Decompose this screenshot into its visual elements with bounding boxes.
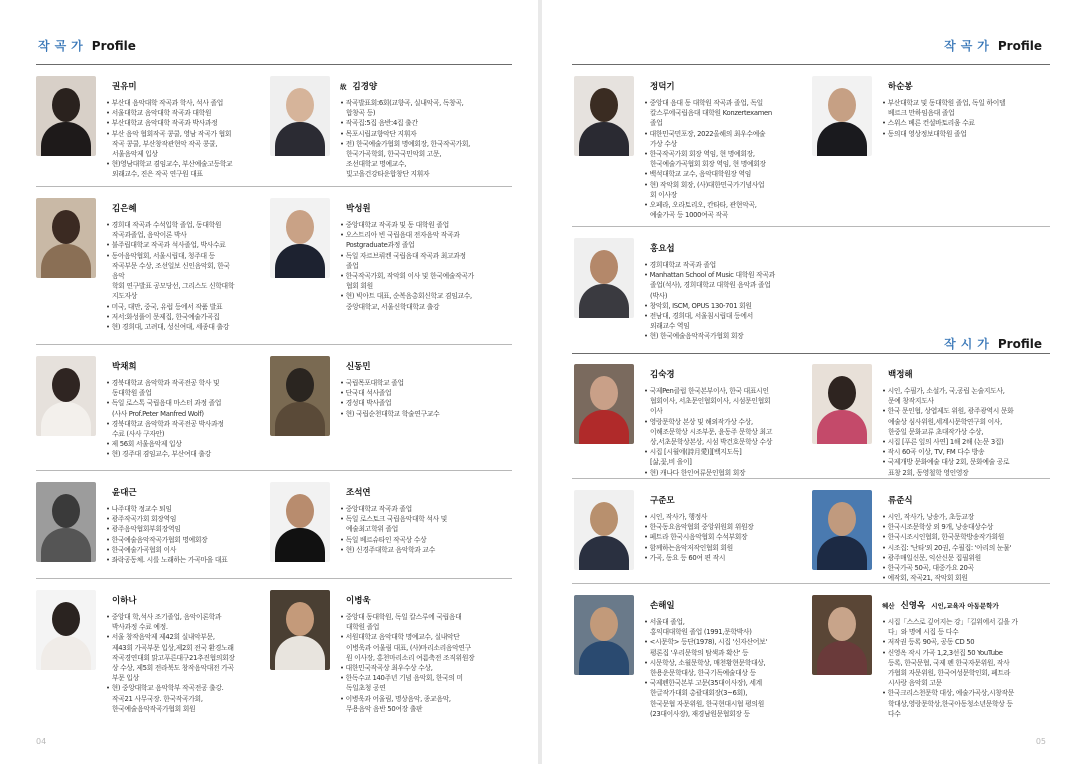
profile-photo bbox=[270, 482, 330, 562]
profile-bio: • 중앙대 학,석사 조기졸업, 음악이론학과 박사과정 수료 예정. • 서울 창작음악제 제42회 실내악부문, 제43회 가곡부문 입상,제2회 전국 환경노래 작곡경연대회 맑고푸른대구21추진협의회장 상 수상, 제5회 전라북도 창작음악대전 가곡 부문 입상 • 현) 중앙대학교 음악학부 작곡전공 출강. 작곡21 사무국장. 한국작곡가회, 한국예술음악작곡가협회 회원 bbox=[106, 613, 235, 713]
profile-info bbox=[882, 364, 1050, 478]
section-header-lyricists bbox=[944, 335, 1042, 352]
right-page bbox=[542, 0, 1080, 764]
profile-info bbox=[644, 595, 812, 719]
profile-name: 류준식 bbox=[888, 496, 913, 506]
profile-info bbox=[340, 482, 508, 555]
section-header-composers-left bbox=[38, 37, 136, 54]
profile-photo bbox=[36, 482, 96, 562]
row-divider bbox=[36, 470, 512, 471]
profile-info bbox=[106, 482, 274, 565]
profile-name: 혜산 신영옥 시인,교육자 아동문학가 bbox=[882, 601, 999, 611]
profile-bio: • 시인, 작사가, 행정사 • 한국동요음악협회 중앙위원회 위원장 • 페트라 한국시음악협회 수석부회장 • 함께하는음악저작인협회 회원 • 가곡, 동요 등 60여 편 작시 bbox=[644, 513, 754, 562]
header-divider bbox=[572, 64, 1050, 65]
profile-info bbox=[644, 238, 812, 342]
page-number: 05 bbox=[1035, 737, 1046, 746]
profile-name: 박채희 bbox=[112, 362, 137, 372]
profile-info bbox=[882, 76, 1050, 139]
profile-info bbox=[340, 590, 508, 714]
profile-name: 이하나 bbox=[112, 596, 137, 606]
row-divider bbox=[572, 478, 1050, 479]
profile-info bbox=[106, 590, 274, 714]
profile-info bbox=[340, 198, 508, 312]
profile-name: 손해일 bbox=[650, 601, 675, 611]
profile-photo bbox=[270, 198, 330, 278]
header-divider bbox=[36, 64, 512, 65]
profile-photo bbox=[270, 590, 330, 670]
profile-info bbox=[882, 490, 1050, 583]
profile-bio: • 부산대학교 및 동대학원 졸업, 독일 하이델 베르크 만하임음대 졸업 • 스위스 베른 컨설바토리움 수료 • 동의대 영상정보대학원 졸업 bbox=[882, 99, 1006, 138]
profile-name: 정덕기 bbox=[650, 82, 675, 92]
section-header-english: Profile bbox=[91, 39, 136, 53]
profile-photo bbox=[270, 76, 330, 156]
profile-bio: • 중앙대학교 작곡과 졸업 • 독일 로스토크 국립음악대학 석사 및 예술최고학위 졸업 • 독일 베르슈타인 작곡상 수상 • 현) 신경주대학교 음악학과 교수 bbox=[340, 505, 447, 554]
profile-photo bbox=[812, 490, 872, 570]
profile-name: 홍요섭 bbox=[650, 244, 675, 254]
profile-info bbox=[106, 76, 274, 180]
profile-photo bbox=[574, 490, 634, 570]
profile-name: 이병욱 bbox=[346, 596, 371, 606]
profile-info bbox=[644, 364, 812, 478]
profile-info bbox=[882, 595, 1050, 719]
profile-info bbox=[644, 490, 812, 563]
profile-bio: • 중앙대학교 작곡과 및 동 대학원 졸업 • 오스트리아 빈 국립음대 전자음악 작곡과 Postgraduate과정 졸업 • 독일 자르브뤼켄 국립음대 작곡과 최고과정 졸업 • 한국작곡가회, 작악회 이사 및 한국예술작곡가 협회 회원 • 현) 빅아트 대표, 순복음총회신학교 겸임교수, 중앙대학교, 서울신학대학교 출강 bbox=[340, 221, 474, 311]
profile-bio: • 경북대학교 음악학과 작곡전공 학사 및 동대학원 졸업 • 독일 로스톡 국립음대 마스터 과정 졸업 (사사 Prof.Peter Manfred Wolf) • 경북대학교 음악학과 작곡전공 박사과정 수료 (사사 구자안) • 제 56회 서울음악제 입상 • 현) 경주대 겸임교수, 부산여대 출강 bbox=[106, 379, 224, 459]
profile-bio: • 중앙대 동대학원, 독일 칼스루에 국립음대 대학원 졸업 • 서원대학교 음악대학 명예교수, 실내악단 이병욱과 어울림 대표, (사)마리소리음악연구 원 이사장, 홍천마리소리 여름축전 조직위원장 • 대한민국작곡상 최우수상 수상, • 한독수교 140주년 기념 음악회, 한국의 미 독일초청 공연 • 이병욱과 어울림, 명상음악, 종교음악, 무용음악 음반 50여장 출판 bbox=[340, 613, 475, 713]
profile-photo bbox=[36, 198, 96, 278]
profile-bio: • 경희대학교 작곡과 졸업 • Manhattan School of Music 대학원 작곡과 졸업(석사), 경희대학교 대학원 음악과 졸업 (박사) • 창악회, ISCM, OPUS 130-701 회원 • 전남대, 경희대, 서울침시립대 등에서 외래교수 역임 • 현) 한국예술음악작곡가협회 회장 bbox=[644, 261, 775, 341]
section-header-composers-right bbox=[944, 37, 1042, 54]
profile-name: 조석연 bbox=[346, 488, 371, 498]
section-header-korean: 작곡가 bbox=[944, 39, 994, 53]
row-divider bbox=[36, 344, 512, 345]
profile-bio: • 시인, 작사가, 낭송가, 초등교장 • 한국시조문학상 외 9개, 낭송대상수상 • 한국시조시인협회, 한국문학방송작가회원 • 시조집: '난타'외 20권, 수필집: '아리의 눈물' • 광주매일신문, 익산신문 집필위원 • 한국가곡 50곡, 대중가요 20곡 • 예작회, 작곡21, 작악회 회원 bbox=[882, 513, 1012, 583]
row-divider bbox=[572, 226, 1050, 227]
profile-bio: • 시집「스스로 깊어지는 강」「길위에서 길을 가 다」와 명예 시집 등 다수 • 저작권 등록 90곡, 공동 CD 50 • 신영옥 작시 가곡 1,2,3선집 50 YouTube 등록, 한국문협, 국제 펜 한국자문위원, 작사 가협회 자문위원, 한국여성문학인회, 페트라 시사랑 음악회 고문 • 한국크리스천문학 대상, 예술가곡상,시창작문 학대상,영랑문학상,한국아동청소년문학상 등 다수 bbox=[882, 618, 1018, 718]
profile-info bbox=[106, 356, 274, 460]
profile-name: 故 김경양 bbox=[340, 82, 378, 92]
profile-bio: • 서울대 졸업, 홍익대대학원 졸업 (1991,문학박사) • <시문학> 등단(1978), 시집 '신자산어보' 평론집 '우리문학의 탐색과 확산' 등 • 시문학상, 소월문학상, 매천황현문학대상, 한용운문학대상, 한국기독예술대상 등 • 국제펜한국본부 고문(35대이사장), 세계 한글작가대회 총괄대회장(3~6회), 한국문협 자문위원, 한국현대시협 평의원 (23대이사장), 재경남원문협회장 등 bbox=[644, 618, 767, 718]
profile-photo bbox=[574, 238, 634, 318]
profile-photo bbox=[812, 595, 872, 675]
profile-name: 김은혜 bbox=[112, 204, 137, 214]
profile-photo bbox=[270, 356, 330, 436]
profile-name: 박성원 bbox=[346, 204, 371, 214]
profile-bio: • 시인, 수필가, 소설가, 국,공립 논술지도사, 문예 창작지도사 • 한국 문인협, 상엽제도 위원, 광주광역시 문화 예술상 심사위원,세계시문학연구회 이사, 한중일 문화교류 초대작가상 수상, • 시집 [푸른 잎의 사연] 1해 2해 (논문 3집) • 작시 60곡 이상, TV, FM 다수 방송 • 국제개방 문화예술 대상 2회, 문화예술 공로 표창 2회, 동영철학 영인영장 bbox=[882, 387, 1014, 477]
header-divider bbox=[572, 353, 1050, 354]
profile-name: 백정해 bbox=[888, 370, 913, 380]
profile-bio: • 작곡발표회:6회(교향곡, 실내악곡, 독창곡, 합창곡 등) • 작곡집:5집 음반:4집 출간 • 목포시립교향악단 지휘자 • 전) 한국예술가협회 명예회장, 한국작곡가회, 한국가곡학회, 한국국민악회 고문, 조선대학교 명예교수, 빛고을건강타운합창단 지휘자 bbox=[340, 99, 471, 179]
profile-photo bbox=[574, 76, 634, 156]
profile-bio: • 국립목포대학교 졸업 • 단국대 석사졸업 • 경성대 박사졸업 • 현) 국립순천대학교 학술연구교수 bbox=[340, 379, 440, 418]
profile-info bbox=[340, 356, 508, 419]
profile-photo bbox=[812, 364, 872, 444]
left-page bbox=[0, 0, 538, 764]
profile-bio: • 경희대 작곡과 수석입학 졸업, 동대학원 작곡과졸업, 음악이론 박사 • 불주립대학교 작곡과 석사졸업, 박사수료 • 동아음악협회, 서울시립대, 청주대 등 작곡부문 수상, 조선일보 신인음악회, 한국 음악 학회 연구발표 공모당선, 그리스도 신학대학 지도자상 • 미국, 대만, 중국, 유럽 등에서 작품 발표 • 저서:화성풀이 문제집, 한국예술가곡집 • 현) 경희대, 고려대, 성신여대, 세종대 출강 bbox=[106, 221, 235, 332]
profile-info bbox=[340, 76, 508, 180]
profile-bio: • 부산대 음악대학 작곡과 학사, 석사 졸업 • 서울대학교 음악대학 작곡과 대학원 • 부산대학교 음악대학 작곡과 박사과정 • 부산 음악 협회작곡 콩쿨, 영남 작곡가 협회 작곡 콩쿨, 부산창작관현악 작곡 콩쿨, 서울음악제 입상 • 현)영남대학교 겸임교수, 부산예술고등학교 외래교수, 진은 작곡 연구원 대표 bbox=[106, 99, 233, 179]
profile-bio: • 국제Pen클럽 한국본부이사, 한국 대표시인 협회이사, 서초문인협회이사, 시섬문인협회 이사 • 영랑문학상 본상 및 해외작가상 수상, 이해조문학상 시조부문, 윤동주 문학상 최고 상,서초문학상본상, 시섬 박건호문학상 수상 • 시집 [시월에(詩月愛)][백지도독] [삶,꽃,비 을이] • 현) 캐나다 한인여류문인협회 회장 bbox=[644, 387, 773, 477]
profile-bio: • 나주대학 정교수 퇴임 • 광주작곡가회 회장역임 • 광주음악협회부회장역임 • 한국예술음악작곡가협회 명예회장 • 한국예술가곡협회 이사 • 좌락공동체. 시를 노래하는 가곡마을 대표 bbox=[106, 505, 228, 565]
profile-name: 신동민 bbox=[346, 362, 371, 372]
profile-name: 권유미 bbox=[112, 82, 137, 92]
section-header-english: Profile bbox=[997, 337, 1042, 351]
profile-photo bbox=[812, 76, 872, 156]
profile-info bbox=[644, 76, 812, 220]
row-divider bbox=[36, 578, 512, 579]
profile-name: 하순봉 bbox=[888, 82, 913, 92]
section-header-english: Profile bbox=[997, 39, 1042, 53]
profile-photo bbox=[36, 590, 96, 670]
profile-bio: • 중앙대 음대 동 대학원 작곡과 졸업, 독일 칼스루에국립음대 대학원 Konzertexamen 졸업 • 대한민국민포장, 2022올해의 최우수예술 가상 수상 • 한국작곡가회 회장 역임, 현 명예회장, 한국예술가곡협회 회장 역임, 현 명예회장 • 백석대학교 교수, 음악대학원장 역임 • 현) 작악회 회장, (사)대한민국가기념사업 회 이사장 • 오페라, 오라토리오, 칸타타, 관현악곡, 예술가곡 등 1000여곡 작곡 bbox=[644, 99, 772, 220]
section-header-korean: 작곡가 bbox=[38, 39, 88, 53]
profile-photo bbox=[36, 356, 96, 436]
row-divider bbox=[36, 186, 512, 187]
section-header-korean: 작시가 bbox=[944, 337, 994, 351]
profile-photo bbox=[574, 364, 634, 444]
page-number: 04 bbox=[36, 737, 47, 746]
profile-name: 김숙경 bbox=[650, 370, 675, 380]
profile-photo bbox=[36, 76, 96, 156]
profile-name: 윤대근 bbox=[112, 488, 137, 498]
profile-info bbox=[106, 198, 274, 332]
profile-name: 구준모 bbox=[650, 496, 675, 506]
profile-photo bbox=[574, 595, 634, 675]
